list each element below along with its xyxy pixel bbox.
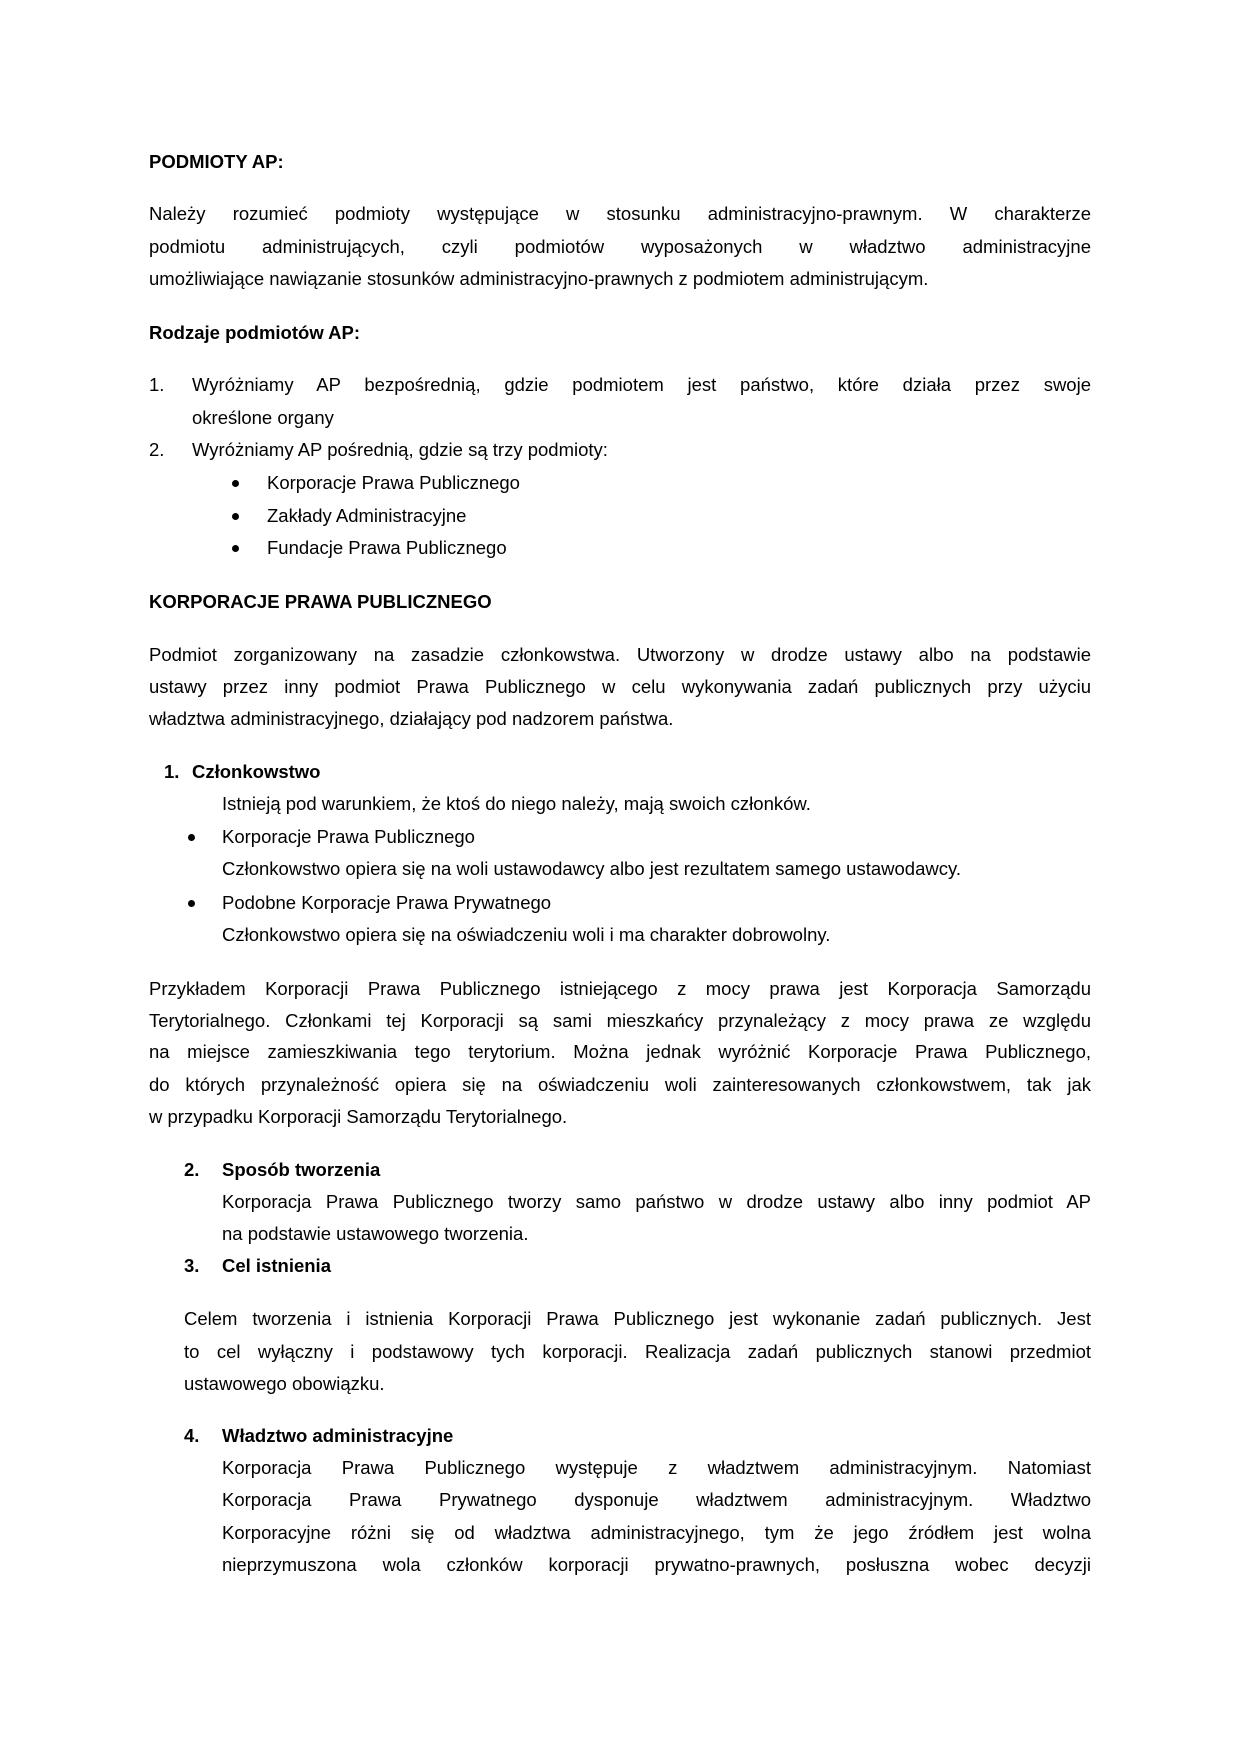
- list-number: 1.: [149, 374, 165, 395]
- paragraph-line: Przykładem Korporacji Prawa Publicznego istniejącego z mocy prawa jest Korporacja Samorządu: [149, 978, 1091, 999]
- paragraph-line: w przypadku Korporacji Samorządu Terytorialnego.: [149, 1106, 568, 1127]
- paragraph-line: Podmiot zorganizowany na zasadzie członkowstwa. Utworzony w drodze ustawy albo na podstawie: [149, 644, 1091, 665]
- paragraph-line: do których przynależność opiera się na oświadczeniu woli zainteresowanych członkowstwem, tak jak: [149, 1074, 1091, 1095]
- section-number: 4.: [184, 1425, 200, 1446]
- section-line: ustawowego obowiązku.: [184, 1373, 385, 1394]
- section-line: na podstawie ustawowego tworzenia.: [222, 1223, 529, 1244]
- section-line: Korporacja Prawa Prywatnego dysponuje władztwem administracyjnym. Władztwo: [222, 1489, 1091, 1510]
- list-item-line: Wyróżniamy AP bezpośrednią, gdzie podmiotem jest państwo, które działa przez swoje: [192, 374, 1091, 395]
- paragraph-line: Terytorialnego. Członkami tej Korporacji są sami mieszkańcy przynależący z mocy prawa ze względu: [149, 1010, 1091, 1031]
- bullet-item: Korporacje Prawa Publicznego: [267, 472, 520, 493]
- paragraph-line: podmiotu administrujących, czyli podmiotów wyposażonych w władztwo administracyjne: [149, 236, 1091, 257]
- bullet-icon: [232, 545, 239, 552]
- bullet-item: Fundacje Prawa Publicznego: [267, 537, 507, 558]
- paragraph-line: umożliwiające nawiązanie stosunków administracyjno-prawnych z podmiotem administrującym.: [149, 268, 929, 289]
- list-number: 2.: [149, 439, 165, 460]
- section-line: nieprzymuszona wola członków korporacji prywatno-prawnych, posłuszna wobec decyzji: [222, 1554, 1091, 1575]
- section-title: Cel istnienia: [222, 1255, 331, 1276]
- paragraph-line: władztwa administracyjnego, działający pod nadzorem państwa.: [149, 708, 674, 729]
- section-line: to cel wyłączny i podstawowy tych korporacji. Realizacja zadań publicznych stanowi przedmiot: [184, 1341, 1091, 1362]
- bullet-item: Zakłady Administracyjne: [267, 505, 467, 526]
- bullet-item: Podobne Korporacje Prawa Prywatnego: [222, 892, 552, 913]
- paragraph-line: na miejsce zamieszkiwania tego terytorium. Można jednak wyróżnić Korporacje Prawa Publicznego,: [149, 1041, 1091, 1062]
- paragraph-line: ustawy przez inny podmiot Prawa Publicznego w celu wykonywania zadań publicznych przy użyciu: [149, 676, 1091, 697]
- bullet-item: Korporacje Prawa Publicznego: [222, 826, 475, 847]
- heading-podmioty: PODMIOTY AP:: [149, 151, 284, 172]
- bullet-text: Członkowstwo opiera się na woli ustawodawcy albo jest rezultatem samego ustawodawcy.: [222, 858, 961, 879]
- section-number: 1.: [164, 761, 180, 782]
- section-line: Celem tworzenia i istnienia Korporacji Prawa Publicznego jest wykonanie zadań publicznych. Jest: [184, 1308, 1091, 1329]
- bullet-icon: [232, 480, 239, 487]
- heading-korporacje: KORPORACJE PRAWA PUBLICZNEGO: [149, 591, 492, 612]
- section-title: Sposób tworzenia: [222, 1159, 381, 1180]
- section-number: 2.: [184, 1159, 200, 1180]
- bullet-icon: [232, 513, 239, 520]
- section-line: Korporacja Prawa Publicznego występuje z władztwem administracyjnym. Natomiast: [222, 1457, 1091, 1478]
- list-item-line: Wyróżniamy AP pośrednią, gdzie są trzy podmioty:: [192, 439, 608, 460]
- section-text: Istnieją pod warunkiem, że ktoś do niego należy, mają swoich członków.: [222, 793, 811, 814]
- section-line: Korporacja Prawa Publicznego tworzy samo państwo w drodze ustawy albo inny podmiot AP: [222, 1191, 1091, 1212]
- list-item-line: określone organy: [192, 407, 334, 428]
- bullet-icon: [188, 834, 195, 841]
- paragraph-line: Należy rozumieć podmioty występujące w stosunku administracyjno-prawnym. W charakterze: [149, 203, 1091, 224]
- section-title: Władztwo administracyjne: [222, 1425, 454, 1446]
- section-title: Członkowstwo: [192, 761, 321, 782]
- bullet-icon: [188, 900, 195, 907]
- section-line: Korporacyjne różni się od władztwa administracyjnego, tym że jego źródłem jest wolna: [222, 1522, 1091, 1543]
- heading-rodzaje: Rodzaje podmiotów AP:: [149, 322, 361, 343]
- section-number: 3.: [184, 1255, 200, 1276]
- bullet-text: Członkowstwo opiera się na oświadczeniu woli i ma charakter dobrowolny.: [222, 924, 831, 945]
